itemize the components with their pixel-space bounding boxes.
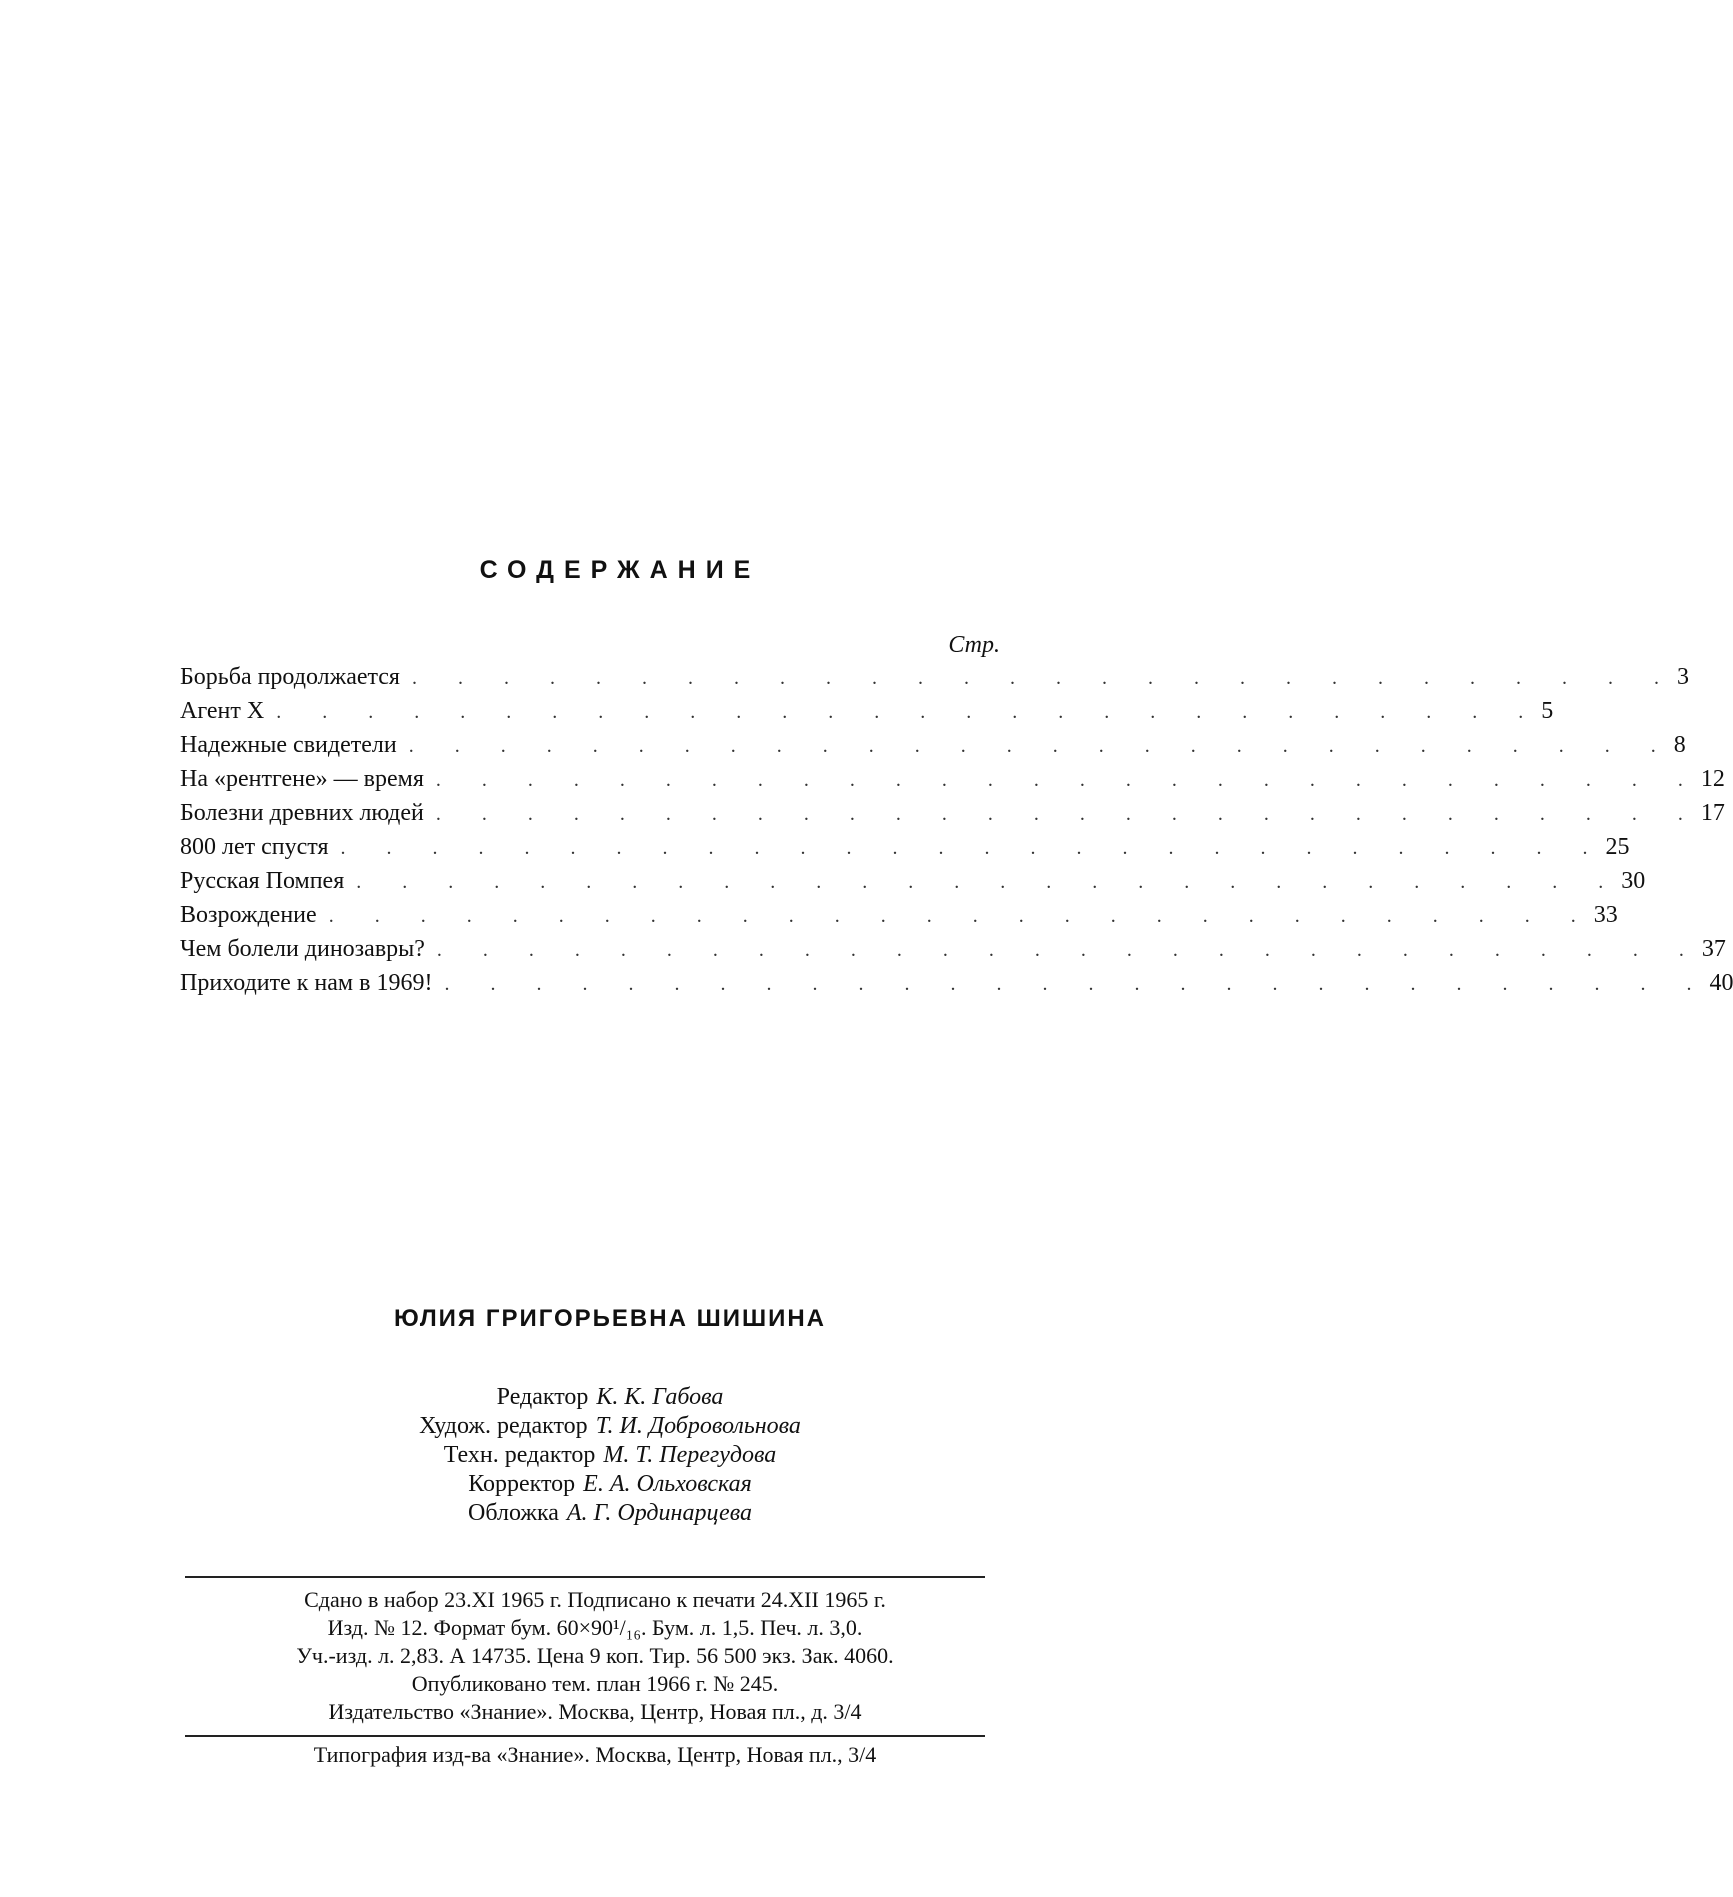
credit-rows bbox=[20, 1383, 1200, 1528]
toc-row bbox=[180, 830, 1630, 864]
credit-role: Худож. редактор bbox=[419, 1413, 588, 1439]
credit-role: Техн. редактор bbox=[443, 1442, 596, 1468]
credits-block bbox=[0, 1383, 1200, 1528]
imprint-block bbox=[185, 1586, 1005, 1726]
credit-role: Корректор bbox=[468, 1471, 576, 1497]
toc-row bbox=[180, 932, 1726, 966]
toc-row bbox=[180, 694, 1554, 728]
credit-name: Е. А. Ольховская bbox=[583, 1471, 752, 1497]
toc-item-title: Чем болели динозавры? bbox=[180, 936, 425, 962]
contents-title: СОДЕРЖАНИЕ bbox=[479, 556, 761, 584]
toc-item-page: 17 bbox=[1700, 800, 1725, 826]
toc-row bbox=[180, 762, 1725, 796]
credit-name: А. Г. Ординарцева bbox=[566, 1500, 752, 1526]
toc-row bbox=[180, 660, 1689, 694]
toc-rows bbox=[180, 660, 1733, 1000]
toc-item-page: 3 bbox=[1676, 664, 1689, 690]
toc-leader-dots: . . . . . . . . . . . . . . . . . . . . . . . . . . . . bbox=[408, 735, 1674, 757]
toc-leader-dots: . . . . . . . . . . . . . . . . . . . . . . . . . . . . bbox=[435, 803, 1701, 825]
credit-name: Т. И. Добровольнова bbox=[595, 1413, 801, 1439]
toc-row bbox=[180, 864, 1646, 898]
toc-item-page: 33 bbox=[1593, 902, 1618, 928]
credit-line bbox=[20, 1441, 1200, 1470]
toc-item-page: 25 bbox=[1605, 834, 1630, 860]
toc-item-title: Надежные свидетели bbox=[180, 732, 397, 758]
credit-line bbox=[20, 1470, 1200, 1499]
imprint-line: Издательство «Знание». Москва, Центр, Новая пл., д. 3/4 bbox=[328, 1699, 862, 1724]
credit-line bbox=[20, 1383, 1200, 1412]
imprint-rows bbox=[185, 1586, 1005, 1726]
toc-leader-dots: . . . . . . . . . . . . . . . . . . . . . . . . . . . . bbox=[276, 701, 1542, 723]
table-of-contents bbox=[180, 630, 1733, 1000]
toc-item-title: Приходите к нам в 1969! bbox=[180, 970, 433, 996]
printer-line: Типография изд-ва «Знание». Москва, Центр, Новая пл., 3/4 bbox=[313, 1742, 877, 1767]
toc-leader-dots: . . . . . . . . . . . . . . . . . . . . . . . . . . . . bbox=[328, 905, 1594, 927]
imprint-top-rule bbox=[185, 1576, 985, 1578]
toc-leader-dots: . . . . . . . . . . . . . . . . . . . . . . . . . . . . bbox=[444, 973, 1710, 995]
credit-name: М. Т. Перегудова bbox=[603, 1442, 777, 1468]
credit-name: К. К. Габова bbox=[596, 1384, 724, 1410]
toc-leader-dots: . . . . . . . . . . . . . . . . . . . . . . . . . . . . bbox=[435, 769, 1701, 791]
toc-item-title: 800 лет спустя bbox=[180, 834, 329, 860]
toc-item-page: 8 bbox=[1673, 732, 1686, 758]
toc-row bbox=[180, 898, 1618, 932]
toc-row bbox=[180, 728, 1686, 762]
toc-item-page: 37 bbox=[1701, 936, 1726, 962]
imprint-line: Сдано в набор 23.XI 1965 г. Подписано к печати 24.XII 1965 г. bbox=[304, 1587, 886, 1612]
toc-item-page: 5 bbox=[1541, 698, 1554, 724]
page-column-header: Стр. bbox=[948, 632, 1000, 658]
author-name: ЮЛИЯ ГРИГОРЬЕВНА ШИШИНА bbox=[394, 1305, 826, 1332]
toc-item-title: Борьба продолжается bbox=[180, 664, 400, 690]
credit-line bbox=[20, 1499, 1200, 1528]
toc-row bbox=[180, 796, 1725, 830]
toc-leader-dots: . . . . . . . . . . . . . . . . . . . . . . . . . . . . bbox=[356, 871, 1622, 893]
toc-item-page: 30 bbox=[1621, 868, 1646, 894]
toc-item-title: Русская Помпея bbox=[180, 868, 345, 894]
credit-role: Редактор bbox=[496, 1384, 589, 1410]
credit-role: Обложка bbox=[468, 1500, 559, 1526]
toc-item-title: На «рентгене» — время bbox=[180, 766, 424, 792]
imprint-line: Уч.-изд. л. 2,83. А 14735. Цена 9 коп. Тир. 56 500 экз. Зак. 4060. bbox=[296, 1643, 894, 1668]
toc-item-page: 40 bbox=[1709, 970, 1733, 996]
toc-item-title: Возрождение bbox=[180, 902, 317, 928]
toc-row bbox=[180, 966, 1733, 1000]
toc-leader-dots: . . . . . . . . . . . . . . . . . . . . . . . . . . . . bbox=[340, 837, 1606, 859]
toc-leader-dots: . . . . . . . . . . . . . . . . . . . . . . . . . . . . bbox=[436, 939, 1702, 961]
toc-item-page: 12 bbox=[1700, 766, 1725, 792]
toc-leader-dots: . . . . . . . . . . . . . . . . . . . . . . . . . . . . bbox=[411, 667, 1677, 689]
credit-line bbox=[20, 1412, 1200, 1441]
imprint-line: Изд. № 12. Формат бум. 60×90¹/₁₆. Бум. л. 1,5. Печ. л. 3,0. bbox=[327, 1615, 863, 1640]
toc-item-title: Болезни древних людей bbox=[180, 800, 424, 826]
imprint-line: Опубликовано тем. план 1966 г. № 245. bbox=[411, 1671, 779, 1696]
printer-top-rule bbox=[185, 1735, 985, 1737]
toc-item-title: Агент X bbox=[180, 698, 265, 724]
